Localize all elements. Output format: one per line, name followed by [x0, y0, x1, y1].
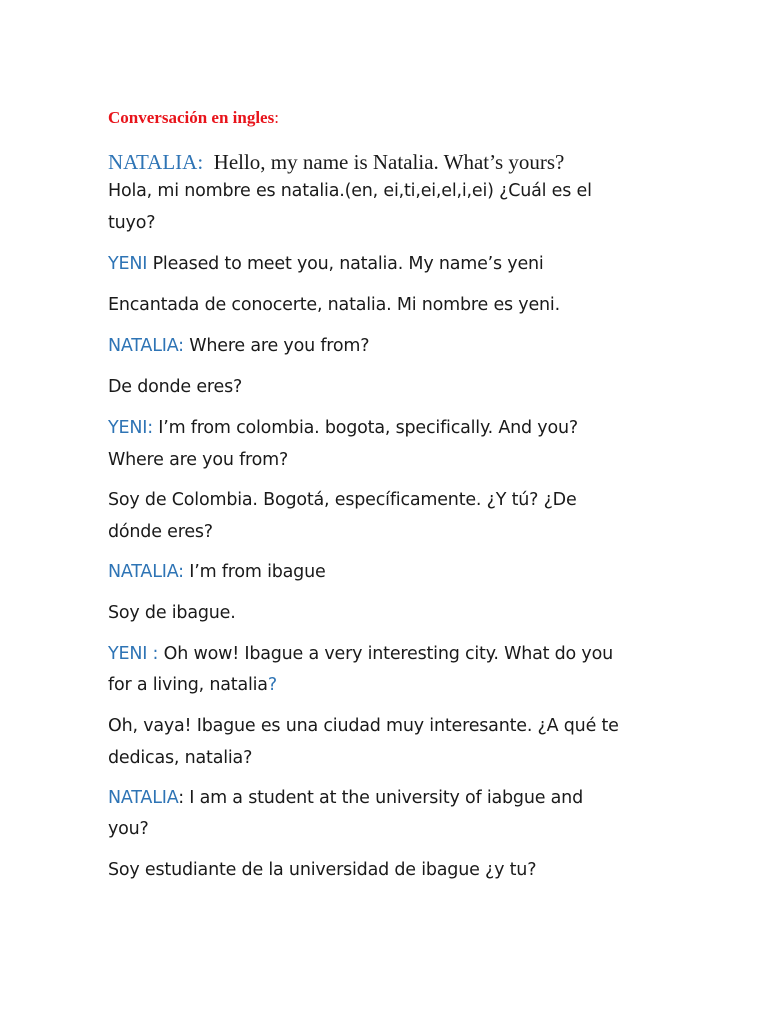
dialogue-line-6 [108, 336, 369, 356]
speaker-label: NATALIA: [108, 336, 184, 356]
dialogue-line-16 [108, 716, 619, 736]
line-text: Hello, my name is Natalia. What’s yours? [203, 150, 565, 174]
dialogue-line-18 [108, 788, 583, 808]
dialogue-line-14 [108, 644, 613, 664]
title-text: Conversación en ingles [108, 108, 275, 127]
dialogue-line-8 [108, 418, 578, 438]
line-text: Soy de ibague. [108, 603, 236, 623]
dialogue-line-20 [108, 860, 536, 880]
speaker-label: YENI [108, 254, 148, 274]
speaker-label: NATALIA: [108, 562, 184, 582]
dialogue-line-1 [108, 150, 564, 175]
line-text: Oh wow! Ibague a very interesting city. What do you [158, 644, 613, 664]
speaker-separator: : [197, 150, 204, 174]
speaker-label: YENI : [108, 644, 159, 664]
dialogue-line-3 [108, 213, 155, 233]
line-text: Hola, mi nombre es natalia.(en, ei,ti,ei,el,i,ei) ¿Cuál es el [108, 181, 592, 201]
dialogue-line-19 [108, 819, 149, 839]
dialogue-line-10 [108, 490, 577, 510]
line-text: Where are you from? [108, 450, 289, 470]
dialogue-line-2 [108, 181, 592, 201]
dialogue-line-9 [108, 450, 288, 470]
line-text: Pleased to meet you, natalia. My name’s yeni [147, 254, 544, 274]
dialogue-line-5 [108, 295, 560, 315]
speaker-label: NATALIA [108, 788, 179, 808]
line-text: I’m from ibague [183, 562, 326, 582]
dialogue-line-11 [108, 522, 213, 542]
line-text: Where are you from? [183, 336, 370, 356]
dialogue-line-13 [108, 603, 236, 623]
line-text: you? [108, 819, 149, 839]
line-text: Oh, vaya! Ibague es una ciudad muy interesante. ¿A qué te [108, 716, 619, 736]
line-text: Encantada de conocerte, natalia. Mi nombre es yeni. [108, 295, 560, 315]
document-title [108, 108, 279, 128]
dialogue-line-4 [108, 254, 544, 274]
line-text: I’m from colombia. bogota, specifically. And you? [152, 418, 578, 438]
line-text: Soy estudiante de la universidad de ibague ¿y tu? [108, 860, 537, 880]
line-text: dónde eres? [108, 522, 213, 542]
title-colon: : [274, 108, 279, 127]
line-text: tuyo? [108, 213, 156, 233]
dialogue-line-12 [108, 562, 326, 582]
speaker-label: NATALIA [108, 150, 198, 174]
line-text: for a living, natalia [108, 675, 268, 695]
line-text: De donde eres? [108, 377, 243, 397]
dialogue-line-7 [108, 377, 242, 397]
line-end-mark: ? [267, 675, 277, 695]
line-text: dedicas, natalia? [108, 748, 253, 768]
line-text: Soy de Colombia. Bogotá, específicamente. ¿Y tú? ¿De [108, 490, 577, 510]
speaker-label: YENI: [108, 418, 153, 438]
line-text: : I am a student at the university of iabgue and [178, 788, 583, 808]
dialogue-line-15 [108, 675, 277, 695]
dialogue-line-17 [108, 748, 252, 768]
